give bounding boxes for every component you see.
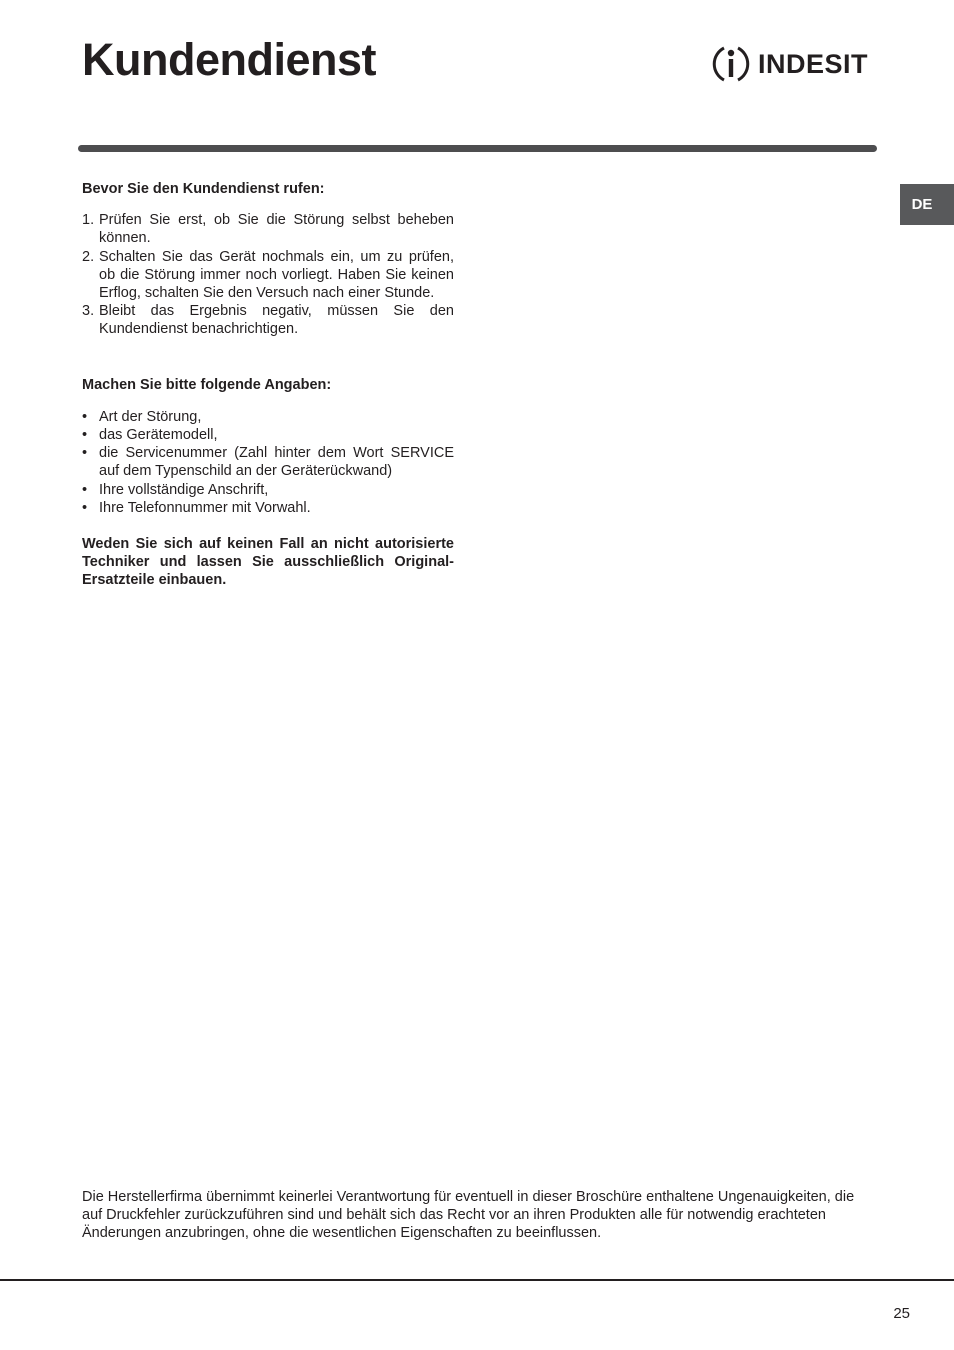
indesit-logo xyxy=(710,42,870,86)
section-heading: Machen Sie bitte folgende Angaben: xyxy=(82,376,332,393)
bullet: • xyxy=(82,427,88,444)
steps-list xyxy=(82,211,454,338)
list-item-text: Art der Störung, xyxy=(99,408,202,425)
list-item-text: Bleibt das Ergebnis negativ, müssen Sie den Kundendienst benachrichtigen. xyxy=(99,303,454,338)
list-item xyxy=(82,481,454,499)
list-number: 3. xyxy=(82,303,95,320)
bullet: • xyxy=(82,445,88,462)
bullet: • xyxy=(82,499,88,516)
section-heading: Bevor Sie den Kundendienst rufen: xyxy=(82,181,325,197)
info-list xyxy=(82,408,454,517)
main-column xyxy=(82,178,454,590)
language-tab: DE xyxy=(900,184,954,225)
footer-rule xyxy=(0,1279,954,1281)
list-item-text: Schalten Sie das Gerät nochmals ein, um zu prüfen, ob die Störung immer noch vorliegt. Haben Sie keinen Erflog, schalten Sie den Versuch nach einer Stunde. xyxy=(99,248,454,302)
list-item-text: die Servicenummer (Zahl hinter dem Wort SERVICE auf dem Typenschild an der Geräterückwand) xyxy=(99,445,454,480)
list-number: 1. xyxy=(82,212,95,229)
list-number: 2. xyxy=(82,248,95,265)
list-item-text: Prüfen Sie erst, ob Sie die Störung selbst beheben können. xyxy=(99,212,454,247)
list-item xyxy=(82,408,454,426)
list-item-text: Ihre Telefonnummer mit Vorwahl. xyxy=(99,499,311,516)
list-item-text: das Gerätemodell, xyxy=(99,427,218,444)
warning-notice: Weden Sie sich auf keinen Fall an nicht autorisierte Techniker und lassen Sie ausschließlich Original-Ersatzteile einbauen. xyxy=(82,536,454,589)
list-item xyxy=(82,499,454,517)
disclaimer-text: Die Herstellerfirma übernimmt keinerlei Verantwortung für eventuell in dieser Broschüre enthaltene Ungenauigkeiten, die auf Druckfehler zurückzuführen sind und behält sich das Recht vor an ihren Produkten alle für notwendig erachteten Änderungen anzubringen, ohne die wesentlichen Eigenschaften zu beeinflussen. xyxy=(82,1189,855,1242)
page-number: 25 xyxy=(893,1305,910,1322)
list-item xyxy=(82,211,454,247)
list-item xyxy=(82,426,454,444)
bullet: • xyxy=(82,408,88,425)
list-item xyxy=(82,444,454,480)
indesit-logo-icon xyxy=(710,42,752,86)
list-item xyxy=(82,302,454,338)
page-title: Kundendienst xyxy=(82,34,376,85)
header-rule xyxy=(78,145,877,152)
list-item-text: Ihre vollständige Anschrift, xyxy=(99,481,269,498)
list-item xyxy=(82,248,454,303)
logo-wordmark: INDESIT xyxy=(758,49,869,79)
bullet: • xyxy=(82,481,88,498)
